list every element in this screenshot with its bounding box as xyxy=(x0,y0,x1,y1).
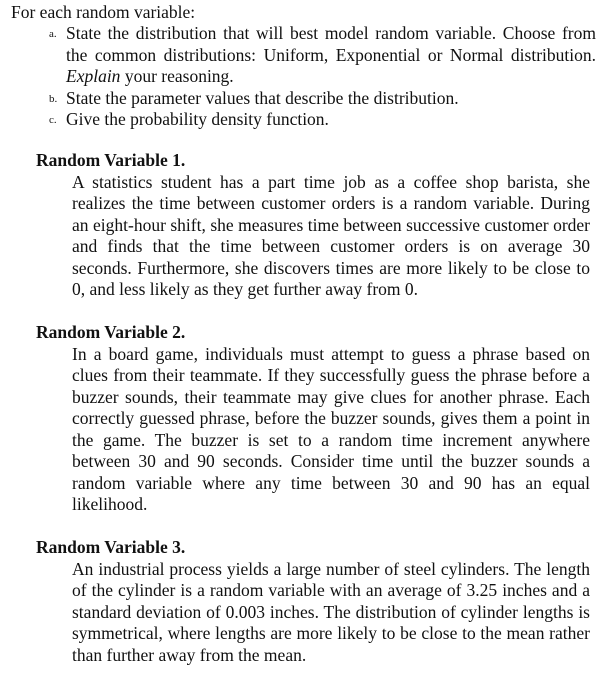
random-variable-1-section xyxy=(36,150,590,301)
task-text: State the parameter values that describe the distribution. xyxy=(66,87,459,108)
task-item-c xyxy=(48,109,596,131)
section-body: An industrial process yields a large number of steel cylinders. The length of the cylinder is a random variable with an average of 3.25 inches and a standard deviation of 0.003 inches. The distribution of cylinder lengths is symmetrical, where lengths are more likely to be close to the mean rather than further away from the mean. xyxy=(72,558,590,665)
instructions-heading: For each random variable: xyxy=(11,2,196,22)
task-marker: c. xyxy=(49,114,57,126)
task-marker: b. xyxy=(49,92,58,105)
task-text: Give the probability density function. xyxy=(66,109,329,129)
section-title: Random Variable 2. xyxy=(36,322,186,342)
task-text: State the distribution that will best model random variable. Choose from the common distributions: Uniform, Exponential or Normal distribution. xyxy=(66,23,596,65)
section-title: Random Variable 1. xyxy=(36,150,186,170)
task-emphasis: Explain xyxy=(66,66,121,86)
section-body: A statistics student has a part time job as a coffee shop barista, she realizes the time between customer orders is a random variable. During an eight-hour shift, she measures time between successive customer order and finds that the time between customer orders is on average 30 seconds. Furthermore, she discovers times are more likely to be close to 0, and less likely as they get further away from 0. xyxy=(72,171,590,299)
task-marker: a. xyxy=(49,28,57,40)
random-variable-3-section xyxy=(36,537,590,666)
section-body: In a board game, individuals must attempt to guess a phrase based on clues from their teammate. If they successfully guess the phrase before a buzzer sounds, their teammate may give clues for another phrase. Each correctly guessed phrase, before the buzzer sounds, gives them a point in the game. The buzzer is set to a random time increment anywhere between 30 and 90 seconds. Consider time until the buzzer sounds a random variable where any time between 30 and 90 has an equal likelihood. xyxy=(72,343,590,514)
random-variable-2-section xyxy=(36,322,590,516)
section-title: Random Variable 3. xyxy=(36,537,186,557)
task-item-b xyxy=(48,88,596,110)
task-list xyxy=(48,23,596,131)
task-text: your reasoning. xyxy=(120,66,234,86)
task-item-a xyxy=(48,23,596,88)
